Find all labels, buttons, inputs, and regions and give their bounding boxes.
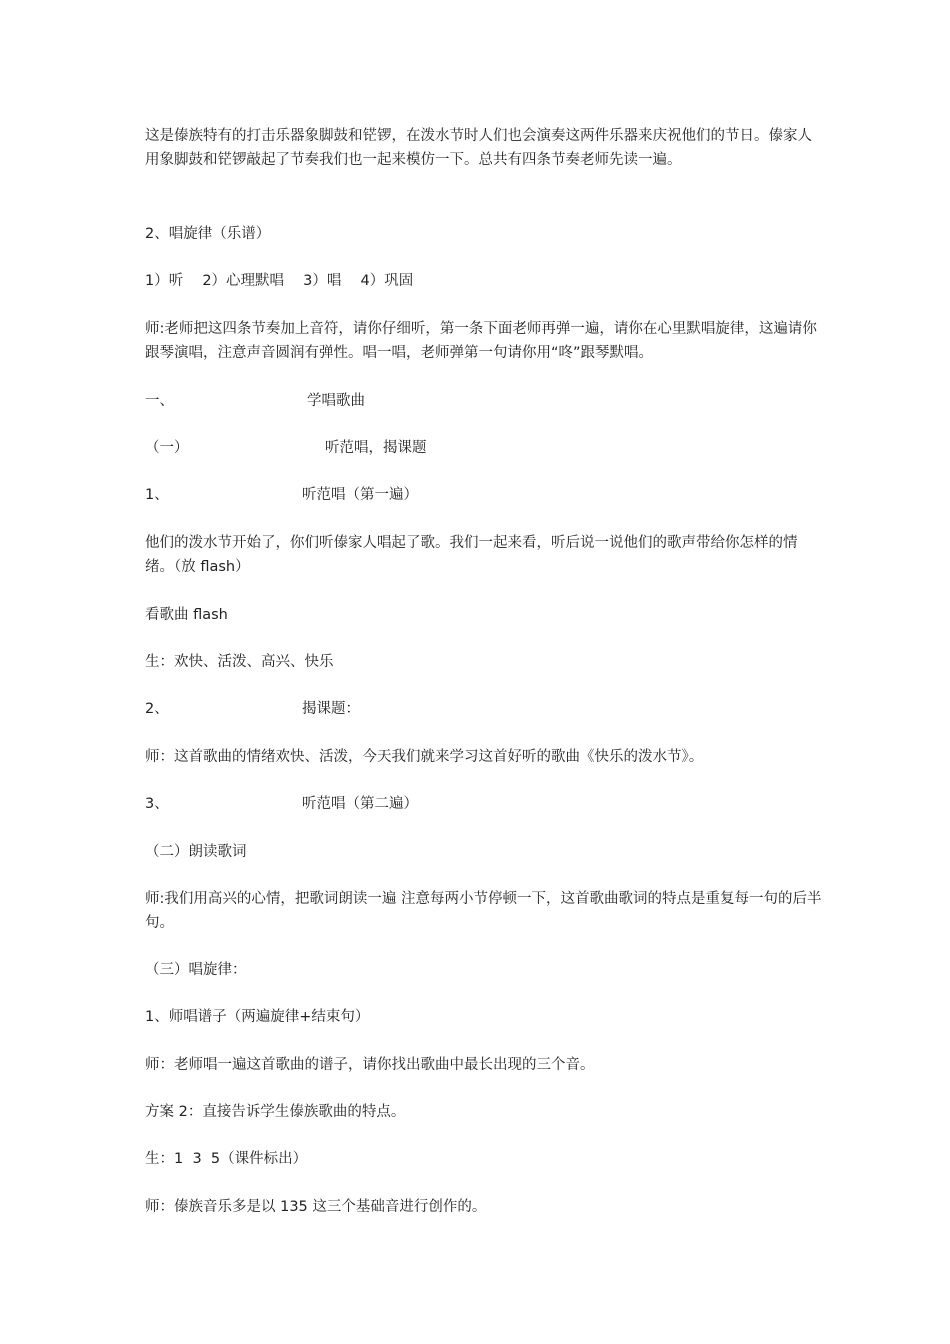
subsection-title-listen: 听范唱，揭课题 (325, 440, 427, 456)
paragraph-song-title: 师：这首歌曲的情绪欢快、活泼，今天我们就来学习这首好听的歌曲《快乐的泼水节》。 (145, 749, 704, 765)
item-title-second-listen: 听范唱（第二遍） (302, 796, 418, 812)
paragraph-watch-flash: 看歌曲 flash (145, 607, 228, 623)
subsection-sing-melody: （三）唱旋律： (145, 962, 247, 978)
subsection-read-lyrics: （二）朗读歌词 (145, 844, 247, 860)
heading-sing-melody: 2、唱旋律（乐谱） (145, 226, 271, 242)
paragraph-teacher-rhythm: 师:老师把这四条节奏加上音符，请你仔细听，第一条下面老师再弹一遍，请你在心里默唱旋律，这遍请你跟琴演唱，注意声音圆润有弹性。唱一唱，老师弹第一句请你用“咚”跟琴默唱。 (145, 321, 817, 361)
paragraph-teacher-sings-score: 1、师唱谱子（两遍旋律+结束句） (145, 1009, 370, 1025)
item-title-reveal: 揭课题： (302, 701, 360, 717)
item-number-3: 3、 (145, 796, 169, 812)
paragraph-lyrics-reading: 师:我们用高兴的心情，把歌词朗读一遍 注意每两小节停顿一下，这首歌曲歌词的特点是重复每一句的后半句。 (145, 891, 822, 931)
paragraph-student-notes: 生：1 3 5（课件标出） (145, 1151, 308, 1167)
section-title-learn-song: 学唱歌曲 (307, 393, 365, 409)
paragraph-dai-music: 师：傣族音乐多是以 135 这三个基础音进行创作的。 (145, 1199, 487, 1215)
item-title-first-listen: 听范唱（第一遍） (302, 487, 418, 503)
paragraph-water-festival: 他们的泼水节开始了，你们听傣家人唱起了歌。我们一起来看，听后说一说他们的歌声带给你怎样的情绪。（放 flash） (145, 535, 798, 575)
step-list: 1）听 2）心理默唱 3）唱 4）巩固 (145, 273, 414, 289)
item-number-2: 2、 (145, 701, 169, 717)
paragraph-student-answer: 生：欢快、活泼、高兴、快乐 (145, 654, 334, 670)
subsection-number-1: （一） (145, 440, 189, 456)
section-number-1: 一、 (145, 393, 174, 409)
paragraph-find-three-notes: 师：老师唱一遍这首歌曲的谱子，请你找出歌曲中最长出现的三个音。 (145, 1057, 595, 1073)
paragraph-percussion-intro: 这是傣族特有的打击乐器象脚鼓和铓锣，在泼水节时人们也会演奏这两件乐器来庆祝他们的节日。傣家人用象脚鼓和铓锣敲起了节奏我们也一起来模仿一下。总共有四条节奏老师先读一遍。 (145, 128, 812, 168)
item-number-1: 1、 (145, 487, 169, 503)
paragraph-plan-2: 方案 2：直接告诉学生傣族歌曲的特点。 (145, 1104, 406, 1120)
